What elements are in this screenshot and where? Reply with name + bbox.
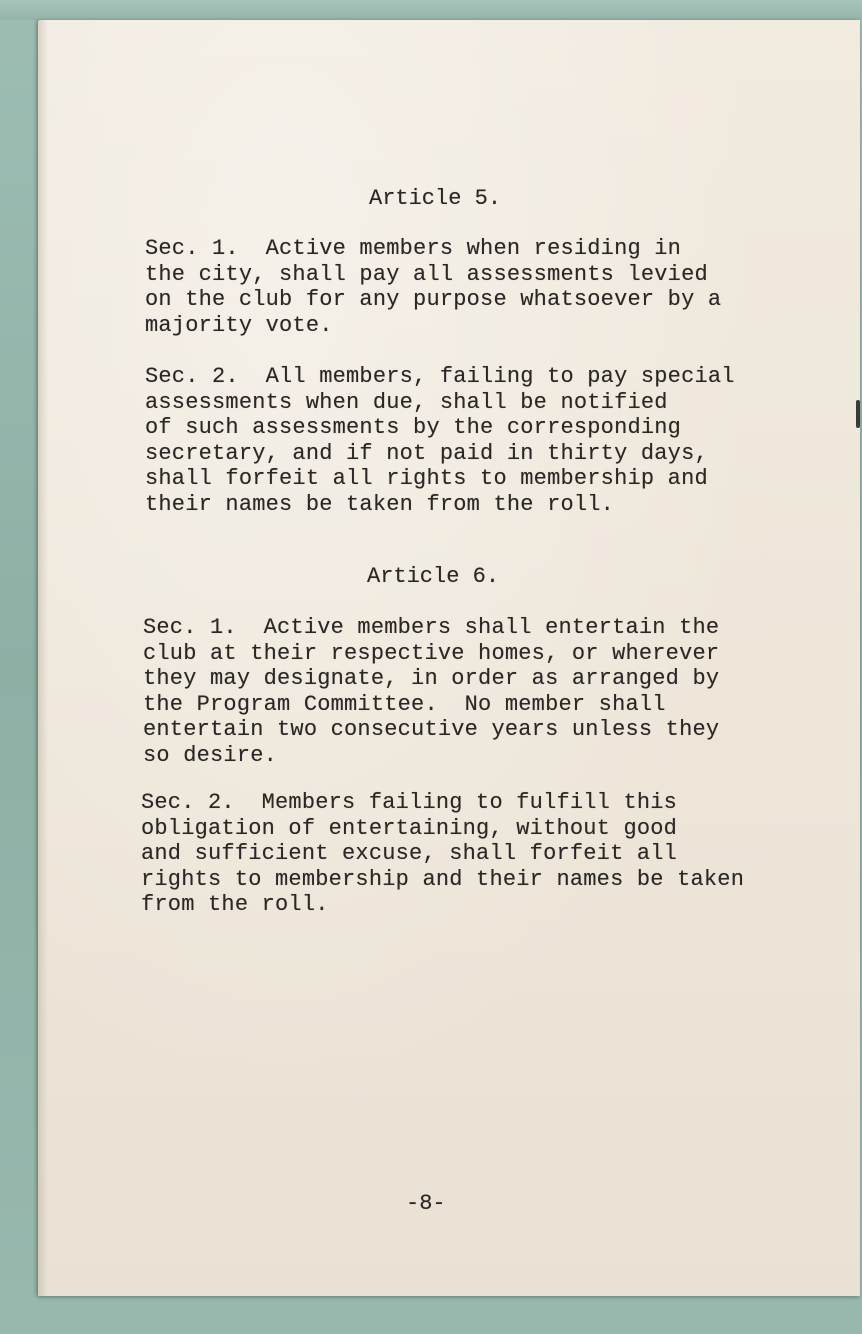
staple-clip [856, 400, 860, 428]
cover-top-edge [0, 0, 862, 20]
article-6-heading: Article 6. [367, 564, 500, 589]
page-number: -8- [406, 1191, 446, 1216]
article-5-section-2: Sec. 2. All members, failing to pay special assessments when due, shall be notified of such assessments by the corresponding secretary, and if not paid in thirty days, shall forfeit all rights to membership and their names be taken from the roll. [145, 364, 735, 517]
article-6-section-2: Sec. 2. Members failing to fulfill this obligation of entertaining, without good and sufficient excuse, shall forfeit all rights to membership and their names be taken from the roll. [141, 790, 745, 917]
article-5-section-1: Sec. 1. Active members when residing in the city, shall pay all assessments levied on the club for any purpose whatsoever by a majority vote. [145, 236, 722, 338]
article-6-section-1: Sec. 1. Active members shall entertain the club at their respective homes, or wherever they may designate, in order as arranged by the Program Committee. No member shall entertain two consecutive years unless they so desire. [143, 615, 720, 768]
article-5-heading: Article 5. [369, 186, 502, 211]
